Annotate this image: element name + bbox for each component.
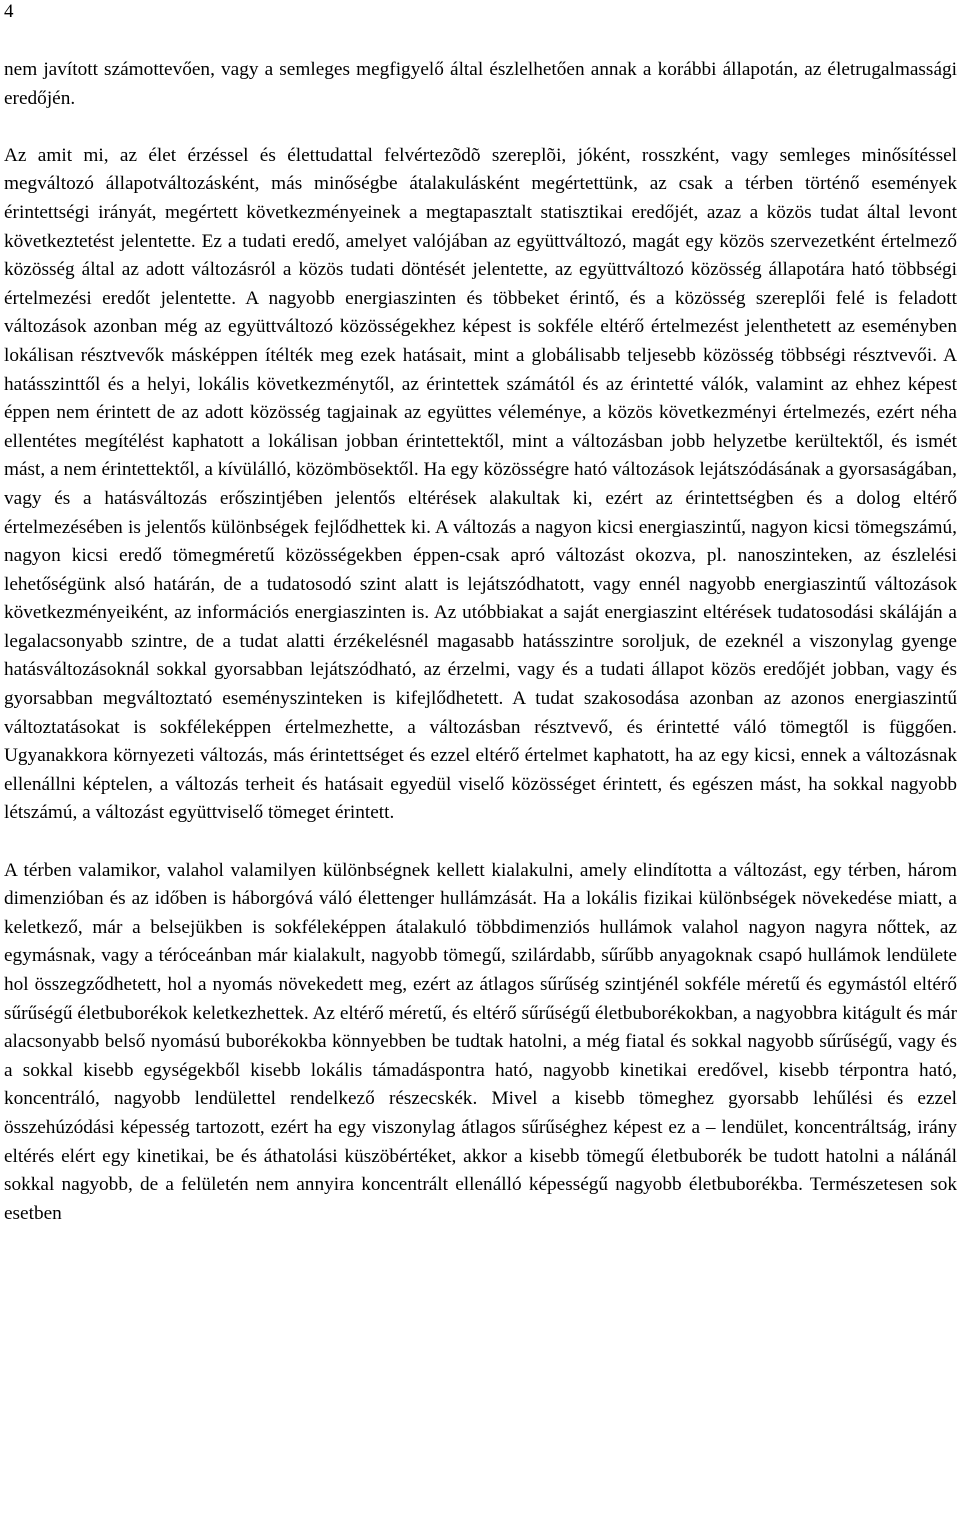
paragraph-life-bubbles: A térben valamikor, valahol valamilyen különbségnek kellett kialakulni, amely elindította a változást, egy térben, három dimenzióban és az időben is háborgóvá váló élettenger hullámzását. Ha a lokális fizikai különbségek növekedése miatt, a keletkező, már a belsejükben is sokféleképpen átalakuló többdimenziós hullámok valahol nagyon nagyra nőttek, az egymásnak, vagy a téróceánban már kialakult, nagyobb tömegű, szilárdabb, sűrűbb anyagoknak csapó hullámok lendülete hol összegződhetett, hol a nyomás növekedett meg, ezért az átlagos sűrűség szintjénél sokféle méretű és egymástól eltérő sűrűségű életbuborékok keletkezhettek. Az eltérő méretű, és eltérő sűrűségű életbuborékokban, a nagyobbra kitágult és már alacsonyabb belső nyomású buborékokba könnyebben be tudtak hatolni, a még fiatal és sokkal nagyobb sűrűségű, vagy és a sokkal kisebb egységekből kisebb lokális támadáspontra ható, nagyobb kinetikai eredővel, kisebb térpontra ható, koncentráló, nagyobb lendülettel rendelkező részecskék. Mivel a kisebb tömeghez gyorsabb lehűlési és ezzel összehúzódási képesség tartozott, ezért ha egy viszonylag átlagos sűrűséghez képest ez a – lendület, koncentráltság, irány eltérés elért egy kinetikai, be és áthatolási küszöbértéket, akkor a kisebb tömegű életbuborék be tudott hatolni a nálánál sokkal nagyobb, de a felületén nem annyira koncentrált ellenálló képességű nagyobb életbuborékba. Természetesen sok esetben: [4, 859, 957, 1224]
paragraph-community-interpretation: Az amit mi, az élet érzéssel és élettudattal felvértezõdõ szereplõi, jóként, rosszként, vagy semleges minősítéssel megváltozó állapotváltozásként, más minőségbe átalakulásként megértettünk, az csak a térben történő események érintettségi irányát, megértett következményeinek a megtapasztalt statisztikai eredőjét, azaz a közös tudat által levont következtetést jelentette. Ez a tudati eredő, amelyet valójában az együttváltozó, magát egy közös szervezetként értelmező közösség által az adott változásról a közös tudati döntését jelentette, az együttváltozó közösség állapotára ható többségi értelmezési eredőt jelentette. A nagyobb energiaszinten és többeket érintő, és a közösség szereplői felé is feladott változások azonban még az együttváltozó közösségekhez képest is sokféle eltérő értelmezést jelenthetett az eseményben lokálisan résztvevők másképpen ítélték meg ezek hatásait, mint a globálisabb teljesebb közösség többségi résztvevői. A hatásszinttől és a helyi, lokális következménytől, az érintettek számától és az érintetté válók, valamint az ehhez képest éppen nem érintett de az adott közösség tagjainak az együttes véleménye, a közös következményi értelmezés, ezért néha ellentétes megítélést kaphatott a lokálisan jobban érintettektől, mint a változásban jobb helyzetbe kerültektől, és ismét mást, a nem érintettektől, a kívülálló, közömbösektől. Ha egy közösségre ható változások lejátszódásának a gyorsaságában, vagy és a hatásváltozás erőszintjében jelentős eltérések alakultak ki, ezért az érintettségben és a dolog eltérő értelmezésében is jelentős különbségek fejlődhettek ki. A változás a nagyon kicsi energiaszintű, nagyon kicsi tömegszámú, nagyon kicsi eredő tömegméretű közösségekben éppen-csak apró változást okozva, pl. nanoszinteken, az észlelési lehetőségünk alsó határán, de a tudatosodó szint alatt is lejátszódhatott, vagy ennél nagyobb energiaszintű változások következményeiként, az információs energiaszinten is. Az utóbbiakat a saját energiaszint eltérések tudatosodási skáláján a legalacsonyabb szintre, de a tudat alatti érzékelésnél magasabb hatásszintre soroljuk, de ezeknél a viszonylag gyenge hatásváltozásoknál sokkal gyorsabban lejátszódható, az érzelmi, vagy és a tudati állapot közös eredőjét jobban, vagy és gyorsabban megváltoztató eseményszinteken is kifejlődhetett. A tudat szakosodása azonban az azonos energiaszintű változtatásokat is sokféleképpen értelmezhette, a változásban résztvevő, és érintetté váló tömegtől is függően. Ugyanakkora környezeti változás, más érintettséget és ezzel eltérő értelmet kaphatott, ha az egy kicsi, ennek a változásnak ellenállni képtelen, a változás terheit és hatásait egyedül viselő közösséget érintett, és egészen mást, ha sokkal nagyobb létszámú, a változást együttviselő tömeget érintett.: [4, 144, 957, 824]
document-body: [4, 56, 957, 1228]
paragraph-continued: nem javított számottevően, vagy a semleges megfigyelő által észlelhetően annak a korábbi állapotán, az életrugalmassági eredőjén.: [4, 59, 957, 109]
page-number: 4: [4, 1, 14, 22]
